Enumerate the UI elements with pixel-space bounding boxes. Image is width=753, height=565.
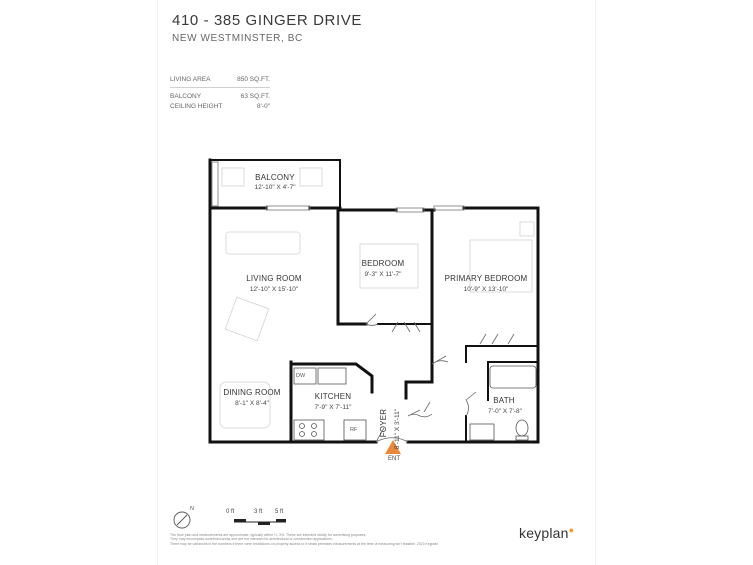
room-dims-bath: 7'-0" X 7'-8" [488,408,522,415]
room-dims-foyer: 8'-11" X 3'-11" [394,408,401,450]
room-dims-living: 12'-10" X 15'-10" [249,286,299,293]
foyer-closet-door-2 [420,402,432,417]
ceiling-height-label: CEILING HEIGHT [170,103,223,110]
room-name-balcony: BALCONY [255,173,295,182]
bed-primary [470,240,532,292]
compass-icon [174,512,190,528]
room-name-primary-bedroom: PRIMARY BEDROOM [444,274,528,283]
scale-label-5: 5 ft [275,509,284,515]
room-name-foyer: FOYER [379,408,388,438]
logo-dot-icon: ● [568,525,575,535]
burner [300,432,305,437]
room-dims-bedroom: 9'-3" X 11'-7" [364,271,402,278]
scale-label-3: 3 ft [254,509,263,515]
entry-label: ENT [388,456,400,462]
balcony-area-value: 63 SQ.FT. [240,93,270,100]
burner [312,432,317,437]
window-balcony [212,162,218,206]
room-name-living: LIVING ROOM [246,274,302,283]
scale-bar [234,519,286,525]
disclaimer-line: They may encompass undefined areas and are not intended for architectural or construction applications. [170,537,333,542]
toilet [516,420,528,436]
bedroom-door [366,314,378,325]
disclaimer-line: The floor plan and measurements are approximate, typically within +/- 3%. These are intended strictly for advertising purposes. [170,533,367,537]
burner [300,424,305,429]
foyer-closet-door [408,410,420,416]
room-name-bedroom: BEDROOM [361,259,405,268]
vanity [470,424,494,440]
primary-closet [480,334,514,344]
room-name-bath: BATH [493,396,515,405]
disclaimer-line: There may be variances in the numbers if there were restrictions on property access or if strata premises measurements at the time of measuring isn't feasible. 2023 Keyplan [170,541,439,546]
keyplan-logo [519,525,574,541]
balcony-area-label: BALCONY [170,93,202,100]
toilet-tank [516,436,528,440]
ceiling-height-value: 8'-0" [257,103,270,110]
room-dims-balcony: 12'-10" X 4'-7" [254,184,296,191]
room-dims-primary-bedroom: 10'-9" X 13'-10" [463,286,509,293]
room-name-kitchen: KITCHEN [314,392,352,401]
primary-door [432,356,448,364]
refrigerator-label: RF [350,427,358,433]
living-area-label: LIVING AREA [170,76,211,83]
window-living [266,206,310,210]
window-primary [434,206,464,210]
bathtub [490,366,536,388]
living-area-value: 850 SQ.FT. [237,76,270,83]
window-bedroom [396,208,424,212]
disclaimer [170,533,440,546]
burner [312,424,317,429]
room-name-dining: DINING ROOM [223,388,281,397]
logo-text: keyplan [519,525,569,541]
doors [366,314,514,442]
compass-north-label: N [190,506,194,512]
scale-label-0: 0 ft [226,509,235,515]
property-city: NEW WESTMINSTER, BC [172,33,303,44]
stove [294,420,324,440]
room-dims-kitchen: 7'-9" X 7'-11" [314,404,352,411]
room-dims-dining: 8'-1" X 8'-4" [235,400,269,407]
armchair [225,297,269,341]
property-address: 410 - 385 GINGER DRIVE [172,12,362,29]
dishwasher-label: DW [296,373,306,379]
nightstand [520,222,534,236]
sofa [226,232,300,254]
kitchen-sink [318,368,346,384]
